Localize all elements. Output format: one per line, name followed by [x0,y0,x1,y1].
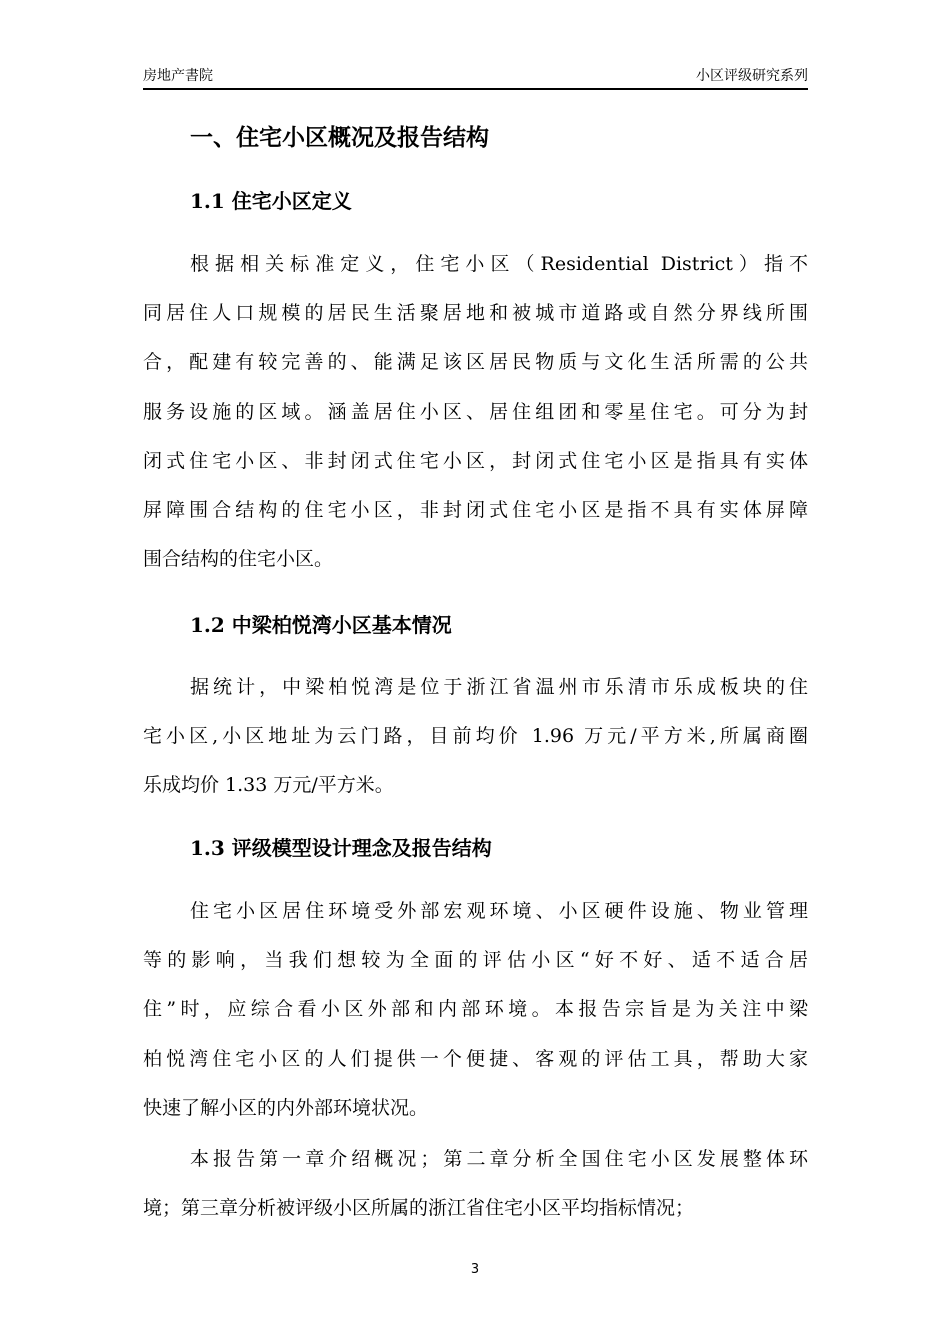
text-line: 柏悦湾住宅小区的人们提供一个便捷、客观的评估工具，帮助大家 [143,1047,808,1070]
text-line: 等的影响，当我们想较为全面的评估小区“好不好、适不适合居 [143,949,808,972]
header-divider [143,88,808,90]
text-line: 围合结构的住宅小区。 [143,548,334,571]
section-heading-1-3: 1.3 评级模型设计理念及报告结构 [190,836,492,860]
text-line: 乐成均价 1.33 万元/平方米。 [143,774,394,797]
text-line: 合，配建有较完善的、能满足该区居民物质与文化生活所需的公共 [143,351,808,374]
paragraph-definition [143,240,808,584]
text-line: 住宅小区居住环境受外部宏观环境、小区硬件设施、物业管理 [190,900,808,922]
text-line: 根据相关标准定义，住宅小区（Residential District）指不 [190,253,808,275]
section-heading-1-2: 1.2 中梁柏悦湾小区基本情况 [190,613,452,637]
chapter-title: 一、住宅小区概况及报告结构 [190,124,489,151]
text-line: 据统计，中梁柏悦湾是位于浙江省温州市乐清市乐成板块的住 [190,676,808,698]
page-header [143,64,808,88]
section-heading-1-1: 1.1 住宅小区定义 [190,189,352,213]
text-line: 本报告第一章介绍概况；第二章分析全国住宅小区发展整体环 [190,1148,808,1170]
series-name: 小区评级研究系列 [696,68,808,84]
publisher-name: 房地产書院 [143,68,213,84]
text-line: 同居住人口规模的居民生活聚居地和被城市道路或自然分界线所围 [143,302,808,325]
paragraph-report-structure [143,1135,808,1233]
text-line: 闭式住宅小区、非封闭式住宅小区，封闭式住宅小区是指具有实体 [143,449,808,472]
paragraph-basic-info [143,663,808,811]
text-line: 住”时，应综合看小区外部和内部环境。本报告宗旨是为关注中梁 [143,998,808,1021]
paragraph-model-design [143,887,808,1133]
text-line: 快速了解小区的内外部环境状况。 [143,1096,429,1119]
text-line: 境；第三章分析被评级小区所属的浙江省住宅小区平均指标情况； [143,1197,695,1220]
text-line: 宅小区,小区地址为云门路，目前均价 1.96 万元/平方米,所属商圈 [143,725,808,748]
text-line: 服务设施的区域。涵盖居住小区、居住组团和零星住宅。可分为封 [143,400,808,423]
text-line: 屏障围合结构的住宅小区，非封闭式住宅小区是指不具有实体屏障 [143,499,808,522]
page-number: 3 [470,1262,480,1277]
